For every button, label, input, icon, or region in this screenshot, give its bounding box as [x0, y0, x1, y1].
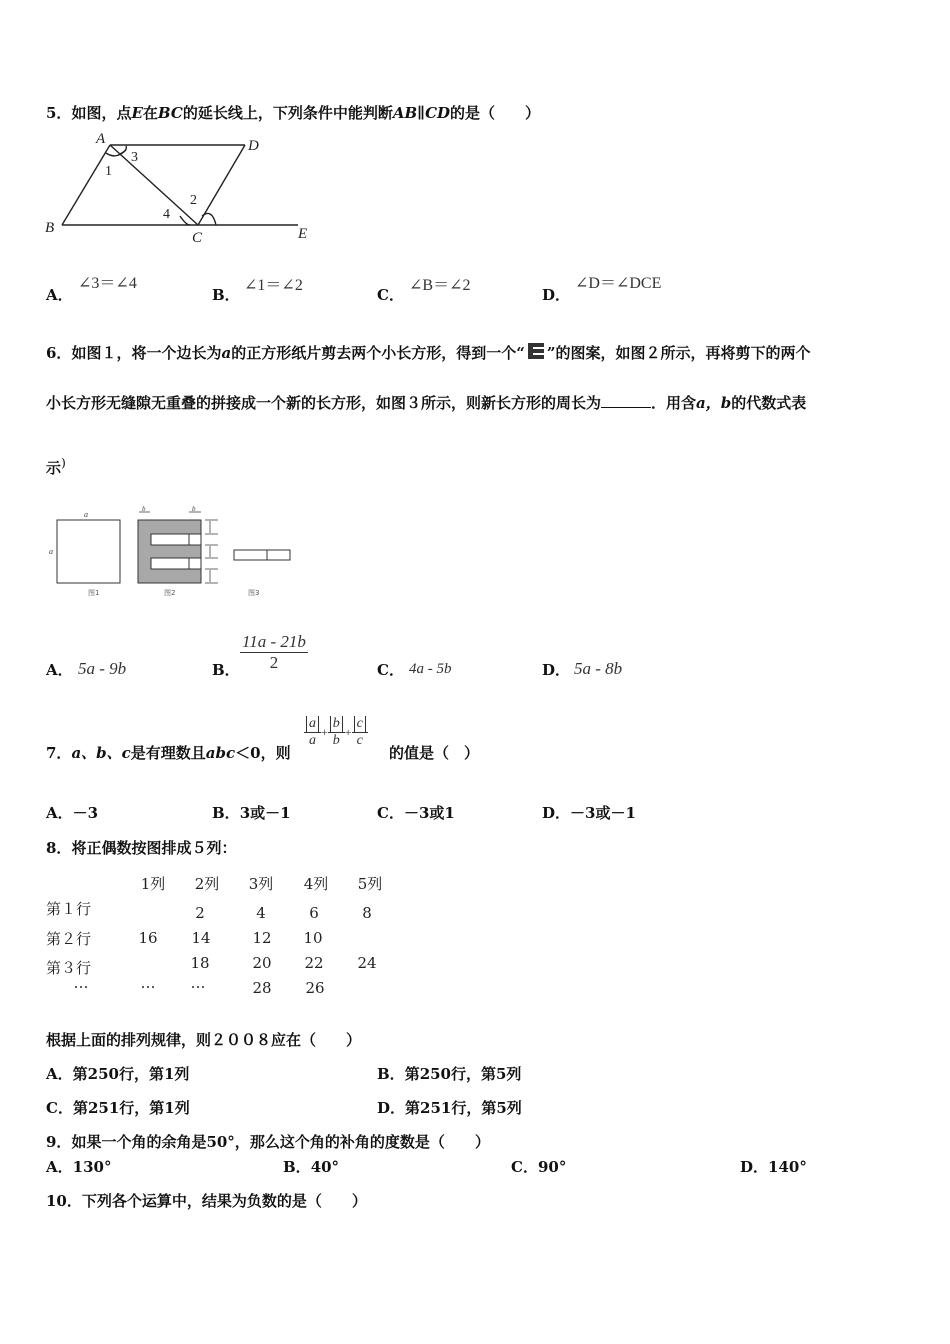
q5-angle-label-3: 3 — [131, 150, 138, 165]
q7-plus-2: + — [344, 725, 352, 739]
q5-angle-label-1: 1 — [105, 164, 112, 179]
q6-fig3-caption: 图3 — [248, 589, 260, 597]
option-text: 90° — [537, 1158, 567, 1176]
q8-question: 根据上面的排列规律，则２００８应在（ ） — [46, 1031, 362, 1049]
q6-fig2-label-b-left: b — [142, 506, 146, 513]
q6-figure-1 — [49, 510, 120, 597]
q9-option-b[interactable] — [283, 1156, 339, 1177]
q6-text: ”的图案，如图２所示，再将剪下的两个 — [546, 344, 811, 362]
option-label: B． — [212, 286, 240, 304]
q5-label-a: A — [96, 131, 106, 147]
option-text: 第250行，第1列 — [72, 1065, 190, 1083]
table-row-label: 第１行 — [46, 900, 92, 918]
q10-stem — [46, 1190, 367, 1211]
q8-option-a[interactable] — [46, 1063, 189, 1084]
q5-label-b: B — [45, 220, 55, 236]
q6-figure-3 — [234, 550, 290, 597]
q10-number: 10． — [46, 1192, 82, 1210]
q5-label-e: E — [298, 226, 308, 242]
q5-option-b-expr: ∠1＝∠2 — [244, 277, 303, 294]
q6-option-b-numerator: 11a - 21b — [242, 632, 306, 651]
option-label: D． — [542, 286, 571, 304]
table-cell: 10 — [303, 929, 323, 947]
option-text: 140° — [768, 1158, 807, 1176]
q5-text-mid2: 的延长线上，下列条件中能判断 — [182, 104, 393, 122]
option-label: D． — [377, 1099, 406, 1117]
table-cell: 22 — [304, 954, 324, 972]
q7-option-a[interactable] — [46, 802, 98, 823]
table-cell: … — [140, 974, 156, 992]
table-cell: 12 — [252, 929, 272, 947]
q6-fig1-label-left: a — [49, 547, 53, 556]
table-cell: 24 — [357, 954, 377, 972]
option-label: A． — [46, 1065, 73, 1083]
table-cell: 18 — [190, 954, 210, 972]
q9-text: 如果一个角的余角是50°，那么这个角的补角的度数是（ ） — [71, 1133, 490, 1151]
q5-label-d: D — [248, 138, 259, 154]
q7-option-c[interactable] — [377, 802, 455, 823]
option-label: C． — [511, 1158, 538, 1176]
q7-frac2-num: b — [330, 716, 343, 732]
option-label: B． — [377, 1065, 405, 1083]
q7-expression — [304, 716, 368, 749]
option-label: A． — [46, 804, 73, 822]
q7-number: 7． — [46, 744, 72, 762]
q5-text-mid1: 在 — [142, 104, 158, 122]
table-row-label: 第２行 — [46, 930, 92, 948]
q6-figures — [46, 506, 306, 602]
q6-text: 的正方形纸片剪去两个小长方形，得到一个“ — [231, 344, 525, 362]
q5-point-e: E — [131, 104, 143, 122]
q6-line-3 — [46, 455, 66, 478]
q9-option-d[interactable] — [740, 1156, 807, 1177]
option-text: －3或1 — [403, 804, 455, 822]
table-cell: 2 — [195, 904, 205, 922]
q6-vars: a，b — [696, 394, 732, 412]
table-cell: 28 — [252, 979, 272, 997]
q8-option-d[interactable] — [377, 1097, 522, 1118]
table-row-label: 第３行 — [46, 959, 92, 977]
q7-frac3-num: c — [354, 716, 366, 732]
q8-number: 8． — [46, 839, 72, 857]
q5-angle-label-4: 4 — [163, 207, 170, 222]
q6-option-d-expr: 5a - 8b — [574, 659, 623, 678]
q7-stem — [46, 742, 291, 763]
table-col-header: 2列 — [194, 875, 220, 893]
option-label: D． — [542, 804, 571, 822]
q5-option-b[interactable] — [212, 284, 240, 305]
option-label: C． — [377, 804, 404, 822]
option-label: D． — [740, 1158, 769, 1176]
table-cell: 4 — [256, 904, 266, 922]
option-label: C． — [377, 286, 404, 304]
q6-figure-2 — [138, 506, 218, 597]
q5-option-a-expr: ∠3＝∠4 — [78, 275, 137, 292]
table-cell: 14 — [191, 929, 211, 947]
q6-fig2-label-b-right: b — [192, 506, 196, 513]
q5-text-post: 的是（ ） — [450, 104, 541, 122]
option-label: B． — [212, 804, 240, 822]
q5-line-dc — [198, 145, 245, 225]
q9-number: 9． — [46, 1133, 72, 1151]
q5-option-c-expr: ∠B＝∠2 — [409, 277, 471, 294]
q6-option-b[interactable] — [212, 659, 240, 680]
q5-text-pre: 如图，点 — [71, 104, 132, 122]
q10-text: 下列各个运算中，结果为负数的是（ ） — [81, 1192, 367, 1210]
option-text: 第251行，第1列 — [72, 1099, 190, 1117]
q6-option-c[interactable] — [377, 659, 404, 680]
option-label: D． — [542, 661, 571, 679]
q7-frac2-den: b — [332, 733, 340, 748]
table-cell: 16 — [138, 929, 158, 947]
q8-number-table — [46, 870, 406, 1000]
q5-option-d[interactable] — [542, 284, 570, 305]
q7-vars: a、b、c — [71, 744, 131, 762]
option-label: A． — [46, 286, 73, 304]
table-cell: … — [190, 974, 206, 992]
q6-fig1-caption: 图1 — [88, 589, 100, 597]
e-shape-icon — [526, 342, 546, 364]
q7-frac3-den: c — [356, 733, 363, 748]
q5-segment-bc: BC — [157, 104, 183, 122]
q6-paren: ) — [61, 455, 66, 470]
q5-angle-arc-3 — [120, 146, 126, 154]
table-cell: 26 — [305, 979, 325, 997]
q6-line-1 — [46, 342, 810, 364]
q5-line-ab — [62, 145, 110, 225]
q7-option-b[interactable] — [212, 802, 291, 823]
q7-option-d[interactable] — [542, 802, 636, 823]
table-col-header: 4列 — [303, 875, 329, 893]
q7-text: ＜0，则 — [235, 744, 291, 762]
table-col-header: 3列 — [248, 875, 274, 893]
q5-option-d-expr: ∠D＝∠DCE — [575, 275, 662, 292]
option-text: 3或－1 — [239, 804, 291, 822]
q6-option-b-denominator: 2 — [269, 653, 279, 672]
option-label: A． — [46, 1158, 73, 1176]
q6-option-b-expr — [240, 632, 308, 673]
q5-parallel-expr: AB∥CD — [392, 104, 451, 122]
q6-fig1-label-top: a — [84, 510, 88, 519]
option-text: 40° — [310, 1158, 340, 1176]
option-label: B． — [283, 1158, 311, 1176]
q9-option-c[interactable] — [511, 1156, 566, 1177]
q5-number: 5． — [46, 104, 72, 122]
q6-option-a-expr: 5a - 9b — [78, 659, 127, 678]
q5-angle-arc-4 — [180, 216, 190, 225]
q5-parallelogram-figure — [40, 128, 330, 248]
q5-angle-label-2: 2 — [190, 193, 197, 208]
q6-text: 示 — [46, 459, 62, 477]
q5-option-c[interactable] — [377, 284, 404, 305]
q6-number: 6． — [46, 344, 72, 362]
q8-stem — [46, 837, 236, 858]
q6-option-c-expr: 4a - 5b — [409, 661, 452, 677]
table-cell: 6 — [309, 904, 319, 922]
q6-text: 如图１，将一个边长为 — [71, 344, 222, 362]
q5-option-a[interactable] — [46, 284, 73, 305]
q6-text: 小长方形无缝隙无重叠的拼接成一个新的长方形，如图３所示，则新长方形的周长为 — [46, 394, 602, 412]
option-label: C． — [377, 661, 404, 679]
q6-option-a[interactable] — [46, 659, 73, 680]
option-text: 第251行，第5列 — [405, 1099, 522, 1117]
q5-angle-arc-2 — [202, 213, 216, 225]
q7-frac1-den: a — [309, 733, 316, 748]
table-col-header: 1列 — [140, 875, 166, 893]
q5-label-c: C — [192, 230, 203, 246]
q6-var-a: a — [221, 344, 232, 362]
option-label: C． — [46, 1099, 73, 1117]
q6-option-d[interactable] — [542, 659, 570, 680]
q7-product: abc — [205, 744, 236, 762]
q9-option-a[interactable] — [46, 1156, 111, 1177]
option-label: A． — [46, 661, 73, 679]
q5-line-ac — [110, 145, 198, 225]
q7-stem-end: 的值是（ ） — [389, 744, 480, 762]
q7-text: 是有理数且 — [130, 744, 206, 762]
q7-plus-1: + — [321, 725, 328, 739]
q8-option-c[interactable] — [46, 1097, 190, 1118]
q6-text: ．用含 — [651, 394, 697, 412]
q6-fig2-caption: 图2 — [164, 589, 176, 597]
q6-answer-blank[interactable] — [601, 393, 651, 408]
q7-frac1-num: a — [306, 716, 319, 732]
q6-text: 的代数式表 — [731, 394, 807, 412]
q5-stem — [46, 102, 540, 123]
q9-stem — [46, 1131, 490, 1152]
option-text: 130° — [72, 1158, 112, 1176]
q8-text: 将正偶数按图排成５列： — [71, 839, 237, 857]
option-text: 第250行，第5列 — [404, 1065, 522, 1083]
option-text: －3 — [72, 804, 99, 822]
table-row-label: … — [73, 974, 89, 992]
q8-option-b[interactable] — [377, 1063, 521, 1084]
q6-line-2 — [46, 392, 806, 413]
option-label: B． — [212, 661, 240, 679]
option-text: －3或－1 — [570, 804, 636, 822]
table-col-header: 5列 — [357, 875, 383, 893]
table-cell: 8 — [362, 904, 372, 922]
table-cell: 20 — [252, 954, 272, 972]
